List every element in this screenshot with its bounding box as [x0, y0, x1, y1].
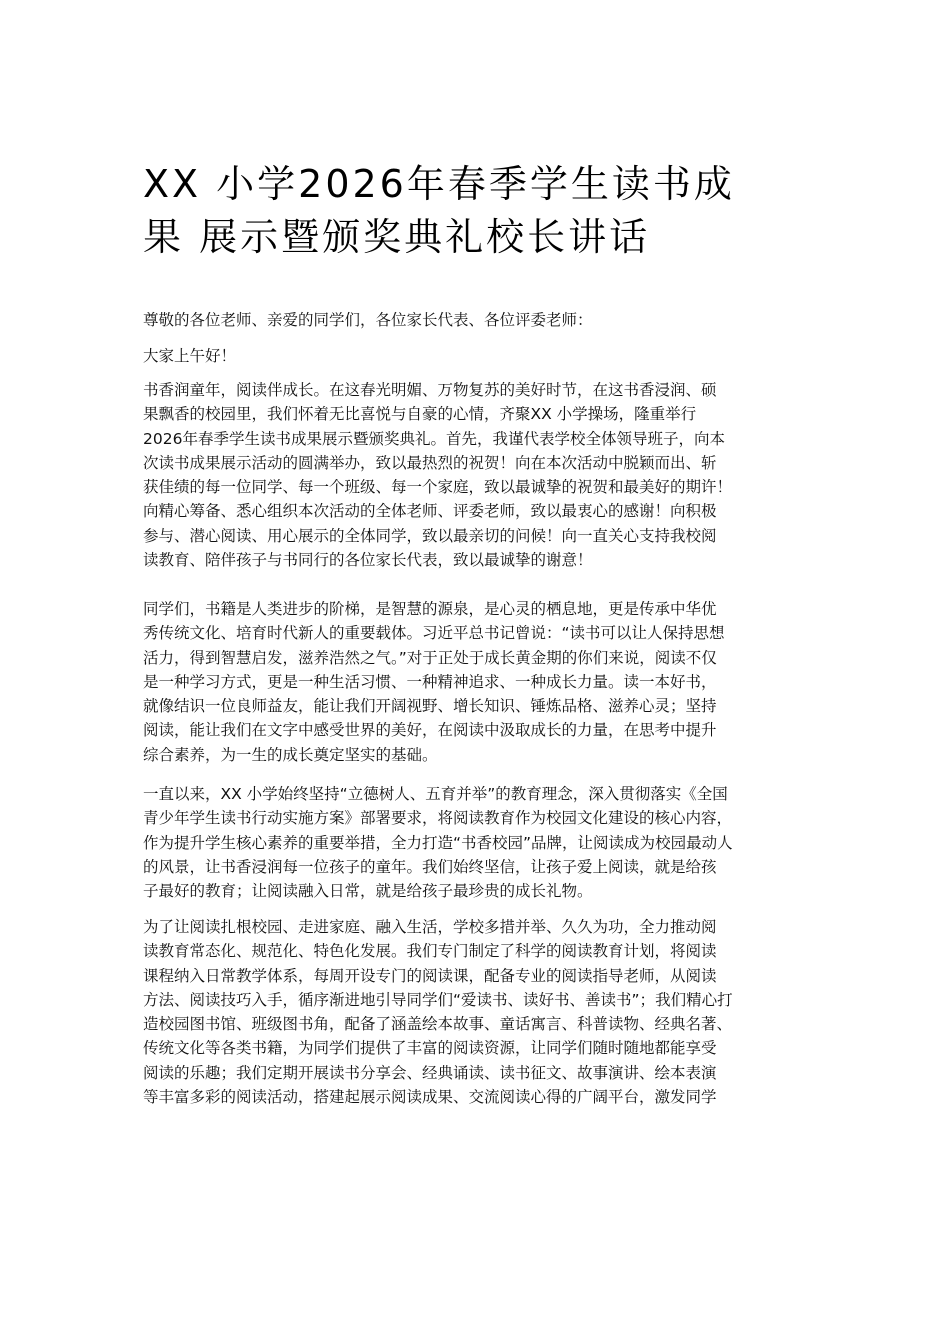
text-line: 造校园图书馆、班级图书角，配备了涵盖绘本故事、童话寓言、科普读物、经典名著、	[143, 1015, 733, 1034]
text-line: 读教育、陪伴孩子与书同行的各位家长代表，致以最诚挚的谢意！	[143, 551, 593, 570]
text-line: 果飘香的校园里，我们怀着无比喜悦与自豪的心情，齐聚XX 小学操场，隆重举行	[143, 405, 697, 424]
text-line: 是一种学习方式，更是一种生活习惯、一种精神追求、一种成长力量。读一本好书，	[143, 672, 717, 691]
text-line: 大家上午好！	[143, 347, 237, 365]
opening-paragraph	[143, 378, 732, 572]
title-line: XX 小学2026年春季学生读书成	[143, 162, 735, 206]
text-line: 子最好的教育；让阅读融入日常，就是给孩子最珍贵的成长礼物。	[143, 882, 593, 901]
text-line: 参与、潜心阅读、用心展示的全体同学，致以最亲切的问候！向一直关心支持我校阅	[143, 526, 717, 545]
text-line: 就像结识一位良师益友，能让我们开阔视野、增长知识、锤炼品格、滋养心灵；坚持	[143, 697, 717, 716]
text-line: 获佳绩的每一位同学、每一个班级、每一个家庭，致以最诚挚的祝贺和最美好的期许！	[143, 478, 733, 497]
text-line: 活力，得到智慧启发，滋养浩然之气。”对于正处于成长黄金期的你们来说，阅读不仅	[143, 648, 717, 667]
text-line: 读教育常态化、规范化、特色化发展。我们专门制定了科学的阅读教育计划，将阅读	[143, 942, 717, 961]
text-line: 2026年春季学生读书成果展示暨颁奖典礼。首先，我谨代表学校全体领导班子，向本	[143, 429, 725, 448]
text-line: 书香润童年，阅读伴成长。在这春光明媚、万物复苏的美好时节，在这书香浸润、硕	[143, 381, 717, 399]
text-line: 秀传统文化、培育时代新人的重要载体。习近平总书记曾说：“读书可以让人保持思想	[143, 624, 725, 643]
text-line: 的风景，让书香浸润每一位孩子的童年。我们始终坚信，让孩子爱上阅读，就是给孩	[143, 857, 717, 876]
text-line: 课程纳入日常教学体系，每周开设专门的阅读课，配备专业的阅读指导老师，从阅读	[143, 966, 717, 985]
document-title	[143, 158, 823, 264]
text-line: 尊敬的各位老师、亲爱的同学们，各位家长代表、各位评委老师：	[143, 311, 593, 329]
text-line: 向精心筹备、悉心组织本次活动的全体老师、评委老师，致以最衷心的感谢！向积极	[143, 502, 717, 521]
greeting-paragraph	[143, 344, 236, 368]
text-line: 方法、阅读技巧入手，循序渐进地引导同学们“爱读书、读好书、善读书”；我们精心打	[143, 990, 733, 1009]
text-line: 青少年学生读书行动实施方案》部署要求，将阅读教育作为校园文化建设的核心内容，	[143, 809, 733, 828]
title-line: 果 展示暨颁奖典礼校长讲话	[143, 215, 651, 259]
text-line: 次读书成果展示活动的圆满举办，致以最热烈的祝贺！向在本次活动中脱颖而出、斩	[143, 453, 717, 472]
text-line: 为了让阅读扎根校园、走进家庭、融入生活，学校多措并举、久久为功，全力推动阅	[143, 918, 717, 936]
text-line: 传统文化等各类书籍，为同学们提供了丰富的阅读资源，让同学们随时随地都能享受	[143, 1039, 717, 1058]
measures-paragraph	[143, 915, 733, 1109]
text-line: 等丰富多彩的阅读活动，搭建起展示阅读成果、交流阅读心得的广阔平台，激发同学	[143, 1088, 717, 1107]
text-line: 作为提升学生核心素养的重要举措，全力打造“书香校园”品牌，让阅读成为校园最动人	[143, 833, 733, 852]
books-paragraph	[143, 597, 725, 767]
salutation-paragraph	[143, 308, 593, 332]
text-line: 阅读，能让我们在文字中感受世界的美好，在阅读中汲取成长的力量，在思考中提升	[143, 721, 717, 740]
text-line: 一直以来，XX 小学始终坚持“立德树人、五育并举”的教育理念，深入贯彻落实《全国	[143, 785, 728, 803]
philosophy-paragraph	[143, 782, 733, 903]
text-line: 阅读的乐趣；我们定期开展读书分享会、经典诵读、读书征文、故事演讲、绘本表演	[143, 1063, 717, 1082]
text-line: 综合素养，为一生的成长奠定坚实的基础。	[143, 745, 438, 764]
text-line: 同学们，书籍是人类进步的阶梯，是智慧的源泉，是心灵的栖息地，更是传承中华优	[143, 600, 717, 618]
